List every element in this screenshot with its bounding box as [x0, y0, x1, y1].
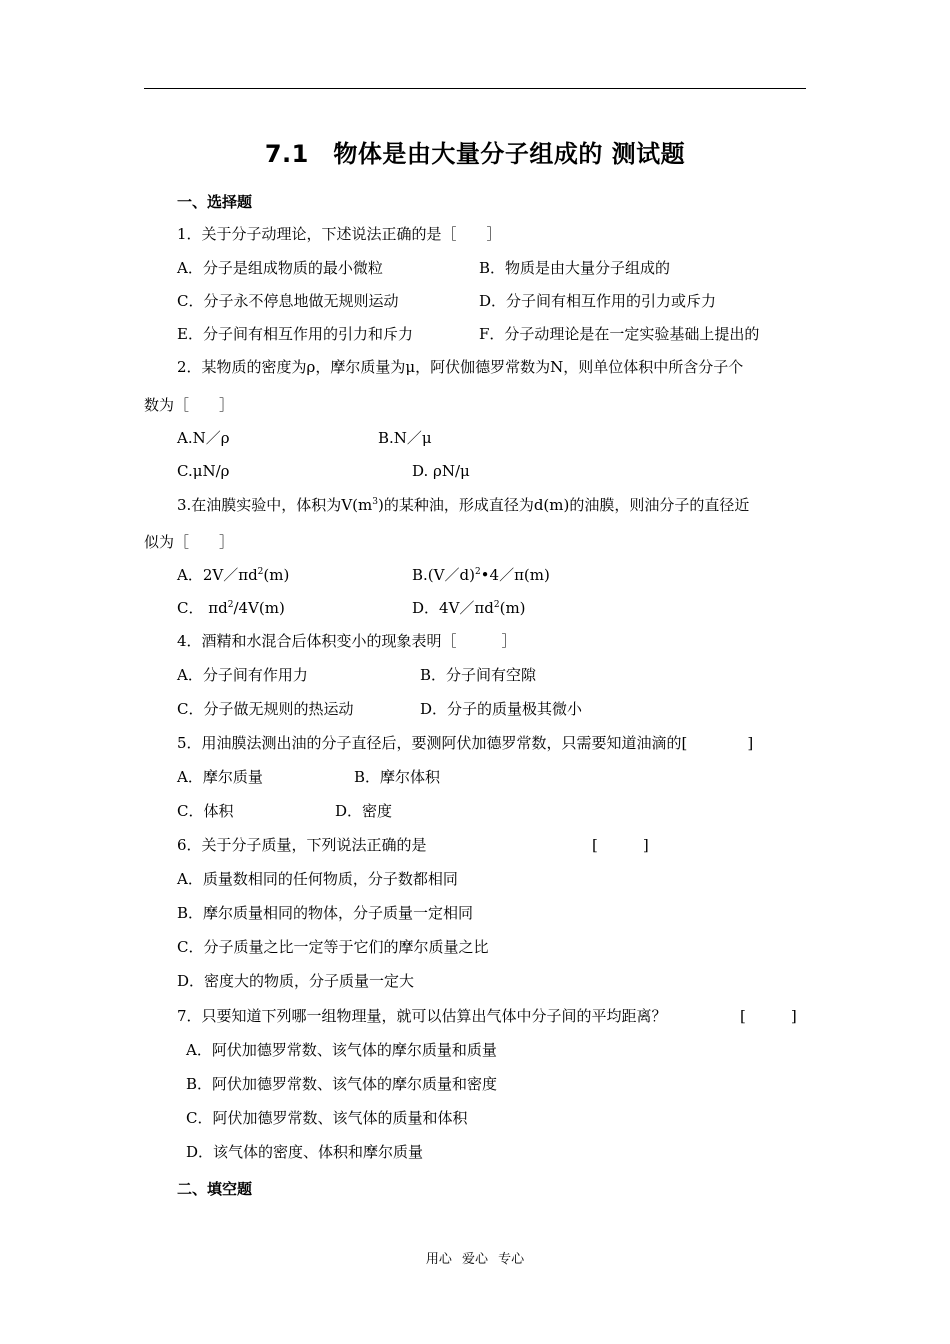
question-5-option-c: C．体积: [177, 802, 234, 820]
question-5-option-b: B．摩尔体积: [354, 768, 441, 786]
question-3-option-d: D．$4V/\pi d^2(m)$: [412, 599, 526, 617]
question-5-option-a: A．摩尔质量: [177, 768, 263, 786]
question-2-option-b: B.N／μ: [378, 429, 432, 447]
page-title: 7.1 物体是由大量分子组成的 测试题: [264, 140, 686, 168]
question-7-stem: 7．只要知道下列哪一组物理量，就可以估算出气体中分子间的平均距离？: [177, 1007, 667, 1025]
question-3-option-c: C． $\pi d^2/4V(m)$: [177, 599, 285, 617]
page-footer: 用心 爱心 专心: [425, 1252, 525, 1267]
question-7-answer-bracket: [ ]: [740, 1007, 797, 1025]
question-4-option-d: D．分子的质量极其微小: [420, 700, 583, 718]
section-heading-fill-in: 二、填空题: [177, 1180, 253, 1198]
question-1-option-a: A．分子是组成物质的最小微粒: [177, 259, 383, 277]
question-4-option-b: B．分子间有空隙: [420, 666, 537, 684]
question-1-option-b: B．物质是由大量分子组成的: [479, 259, 671, 277]
question-4-option-c: C．分子做无规则的热运动: [177, 700, 354, 718]
question-1-option-c: C．分子永不停息地做无规则运动: [177, 292, 399, 310]
question-2-stem: 2．某物质的密度为ρ，摩尔质量为μ，阿伏伽德罗常数为N，则单位体积中所含分子个: [177, 358, 744, 376]
question-7-option-a: A．阿伏加德罗常数、该气体的摩尔质量和质量: [186, 1041, 497, 1059]
question-2-stem-continued: 数为［ ］: [144, 396, 235, 414]
question-2-option-a: A.N／ρ: [177, 429, 230, 447]
question-3-option-b: B.(V／d)$^2$•4／π(m): [412, 566, 550, 584]
question-6-option-b: B．摩尔质量相同的物体，分子质量一定相同: [177, 904, 474, 922]
question-1-option-f: F．分子动理论是在一定实验基础上提出的: [479, 325, 760, 343]
question-7-option-c: C．阿伏加德罗常数、该气体的质量和体积: [186, 1109, 468, 1127]
question-6-answer-bracket: [ ]: [592, 836, 649, 854]
question-2-option-d: D. ρN/μ: [412, 462, 470, 480]
question-6-option-a: A．质量数相同的任何物质，分子数都相同: [177, 870, 458, 888]
question-6-stem: 6．关于分子质量，下列说法正确的是: [177, 836, 427, 854]
question-4-stem: 4．酒精和水混合后体积变小的现象表明［ ］: [177, 632, 517, 650]
question-3-stem-continued: 似为［ ］: [144, 533, 235, 551]
question-1-stem: 1．关于分子动理论，下述说法正确的是［ ］: [177, 225, 502, 243]
question-5-option-d: D．密度: [335, 802, 393, 820]
question-7-option-b: B．阿伏加德罗常数、该气体的摩尔质量和密度: [186, 1075, 498, 1093]
header-rule: [144, 88, 806, 89]
section-heading-choice: 一、选择题: [177, 193, 253, 211]
question-6-option-d: D．密度大的物质，分子质量一定大: [177, 972, 415, 990]
question-7-option-d: D．该气体的密度、体积和摩尔质量: [186, 1143, 424, 1161]
question-3-option-a: A．$2V/\pi d^2(m)$: [177, 566, 290, 584]
question-5-stem: 5．用油膜法测出油的分子直径后，要测阿伏加德罗常数，只需要知道油滴的[ ]: [177, 734, 754, 752]
question-6-option-c: C．分子质量之比一定等于它们的摩尔质量之比: [177, 938, 489, 956]
question-3-stem: 3.在油膜实验中，体积为$V(m^3)$的某种油，形成直径为d(m)的油膜，则油分子的直径近: [177, 496, 750, 514]
question-1-option-d: D．分子间有相互作用的引力或斥力: [479, 292, 717, 310]
question-1-option-e: E．分子间有相互作用的引力和斥力: [177, 325, 413, 343]
question-4-option-a: A．分子间有作用力: [177, 666, 308, 684]
question-2-option-c: C.μN/ρ: [177, 462, 230, 480]
